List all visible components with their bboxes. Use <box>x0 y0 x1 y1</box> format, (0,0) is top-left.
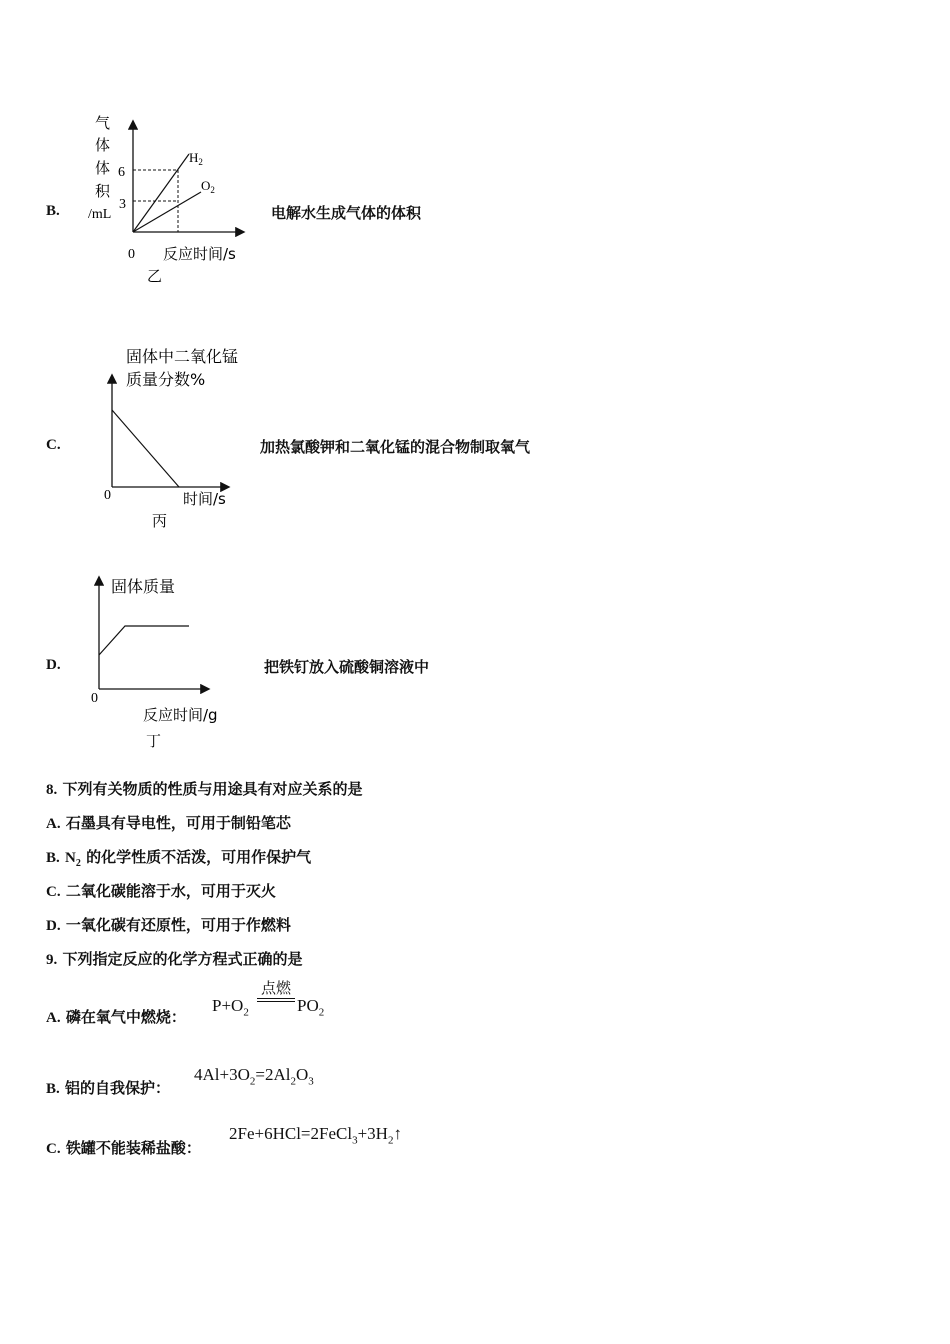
chart-b-label-h2: $H_2$ <box>189 150 203 167</box>
chart-c-xlabel: 时间/s <box>183 490 226 508</box>
equation-a-left: $P+O_2$ <box>212 996 249 1019</box>
option-text: 的化学性质不活泼，可用作保护气 <box>86 848 312 866</box>
chart-b-ytick-3: 3 <box>119 197 126 212</box>
question-8-option-a <box>46 812 291 833</box>
option-letter: A. <box>46 1010 61 1026</box>
option-text: 石墨具有导电性，可用于制铅笔芯 <box>65 814 291 832</box>
chart-b-ylabel-char-4: 积 <box>95 182 111 200</box>
question-9-text: 下列指定反应的化学方程式正确的是 <box>62 950 303 968</box>
chart-b-label-o2: $O_2$ <box>201 178 215 195</box>
option-d-letter: D. <box>46 657 61 673</box>
option-text: 铝的自我保护： <box>65 1079 171 1097</box>
chart-c-ylabel-line2: 质量分数% <box>126 370 206 389</box>
option-text: 磷在氧气中燃烧： <box>65 1008 186 1026</box>
chart-b-origin: 0 <box>128 247 135 262</box>
equals-bar <box>257 998 295 1002</box>
question-8-option-d <box>46 914 291 935</box>
question-9-option-a <box>46 1006 186 1027</box>
reaction-condition <box>257 980 295 1002</box>
option-letter: D. <box>46 918 61 934</box>
chart-c <box>95 342 265 532</box>
option-letter: C. <box>46 1141 61 1157</box>
equation-a-right: $PO_2$ <box>297 996 325 1019</box>
chart-b-series-o2 <box>133 192 201 232</box>
option-text: 一氧化碳有还原性，可用于作燃料 <box>65 916 291 934</box>
chart-d-series-line <box>99 626 189 655</box>
chart-b-ylabel-char-1: 气 <box>95 114 111 132</box>
option-c-description: 加热氯酸钾和二氧化锰的混合物制取氧气 <box>260 438 531 456</box>
chart-b-caption: 乙 <box>147 267 163 285</box>
question-8-option-c <box>46 880 276 901</box>
chart-b-ylabel-unit: /mL <box>88 207 112 222</box>
question-8-stem <box>46 778 363 799</box>
chart-d-caption: 丁 <box>146 732 162 750</box>
chart-d-ylabel: 固体质量 <box>111 577 176 596</box>
chart-b-ylabel-char-2: 体 <box>95 136 111 154</box>
question-8-option-b <box>46 846 311 869</box>
option-letter: B. <box>46 850 60 866</box>
option-b-letter: B. <box>46 203 60 219</box>
chart-c-ylabel-line1: 固体中二氧化锰 <box>126 347 239 366</box>
option-text: 二氧化碳能溶于水，可用于灭火 <box>65 882 276 900</box>
n2-formula: $N_2$ <box>65 850 81 869</box>
chart-b-ylabel-char-3: 体 <box>95 159 111 177</box>
gas-arrow: ↑ <box>393 1124 402 1143</box>
chart-d-xlabel: 反应时间/g <box>143 706 218 724</box>
equation-b: $4Al+3O_2=2Al_2O_3$ <box>194 1065 314 1088</box>
question-9-option-c <box>46 1137 201 1158</box>
option-c-letter: C. <box>46 437 61 453</box>
chart-b-ytick-6: 6 <box>118 165 125 180</box>
chart-c-origin: 0 <box>104 488 111 503</box>
question-9-number: 9. <box>46 952 58 968</box>
option-letter: A. <box>46 816 61 832</box>
option-letter: C. <box>46 884 61 900</box>
option-b-description: 电解水生成气体的体积 <box>271 204 422 222</box>
chart-d <box>85 570 255 755</box>
condition-text: 点燃 <box>260 979 291 997</box>
option-d-description: 把铁钉放入硫酸铜溶液中 <box>264 658 430 676</box>
chart-c-caption: 丙 <box>152 512 168 530</box>
question-9-option-b <box>46 1077 170 1098</box>
chart-d-origin: 0 <box>91 691 98 706</box>
question-8-text: 下列有关物质的性质与用途具有对应关系的是 <box>62 780 363 798</box>
chart-c-series-line <box>112 410 179 487</box>
chart-b-xlabel: 反应时间/s <box>163 245 236 263</box>
equation-c: $2Fe+6HCl=2FeCl_3+3H_2↑$ <box>229 1124 402 1147</box>
chart-b-series-h2 <box>133 154 189 232</box>
option-text: 铁罐不能装稀盐酸： <box>65 1139 201 1157</box>
option-letter: B. <box>46 1081 60 1097</box>
chart-b <box>85 110 260 290</box>
question-8-number: 8. <box>46 782 58 798</box>
question-9-stem <box>46 948 303 969</box>
